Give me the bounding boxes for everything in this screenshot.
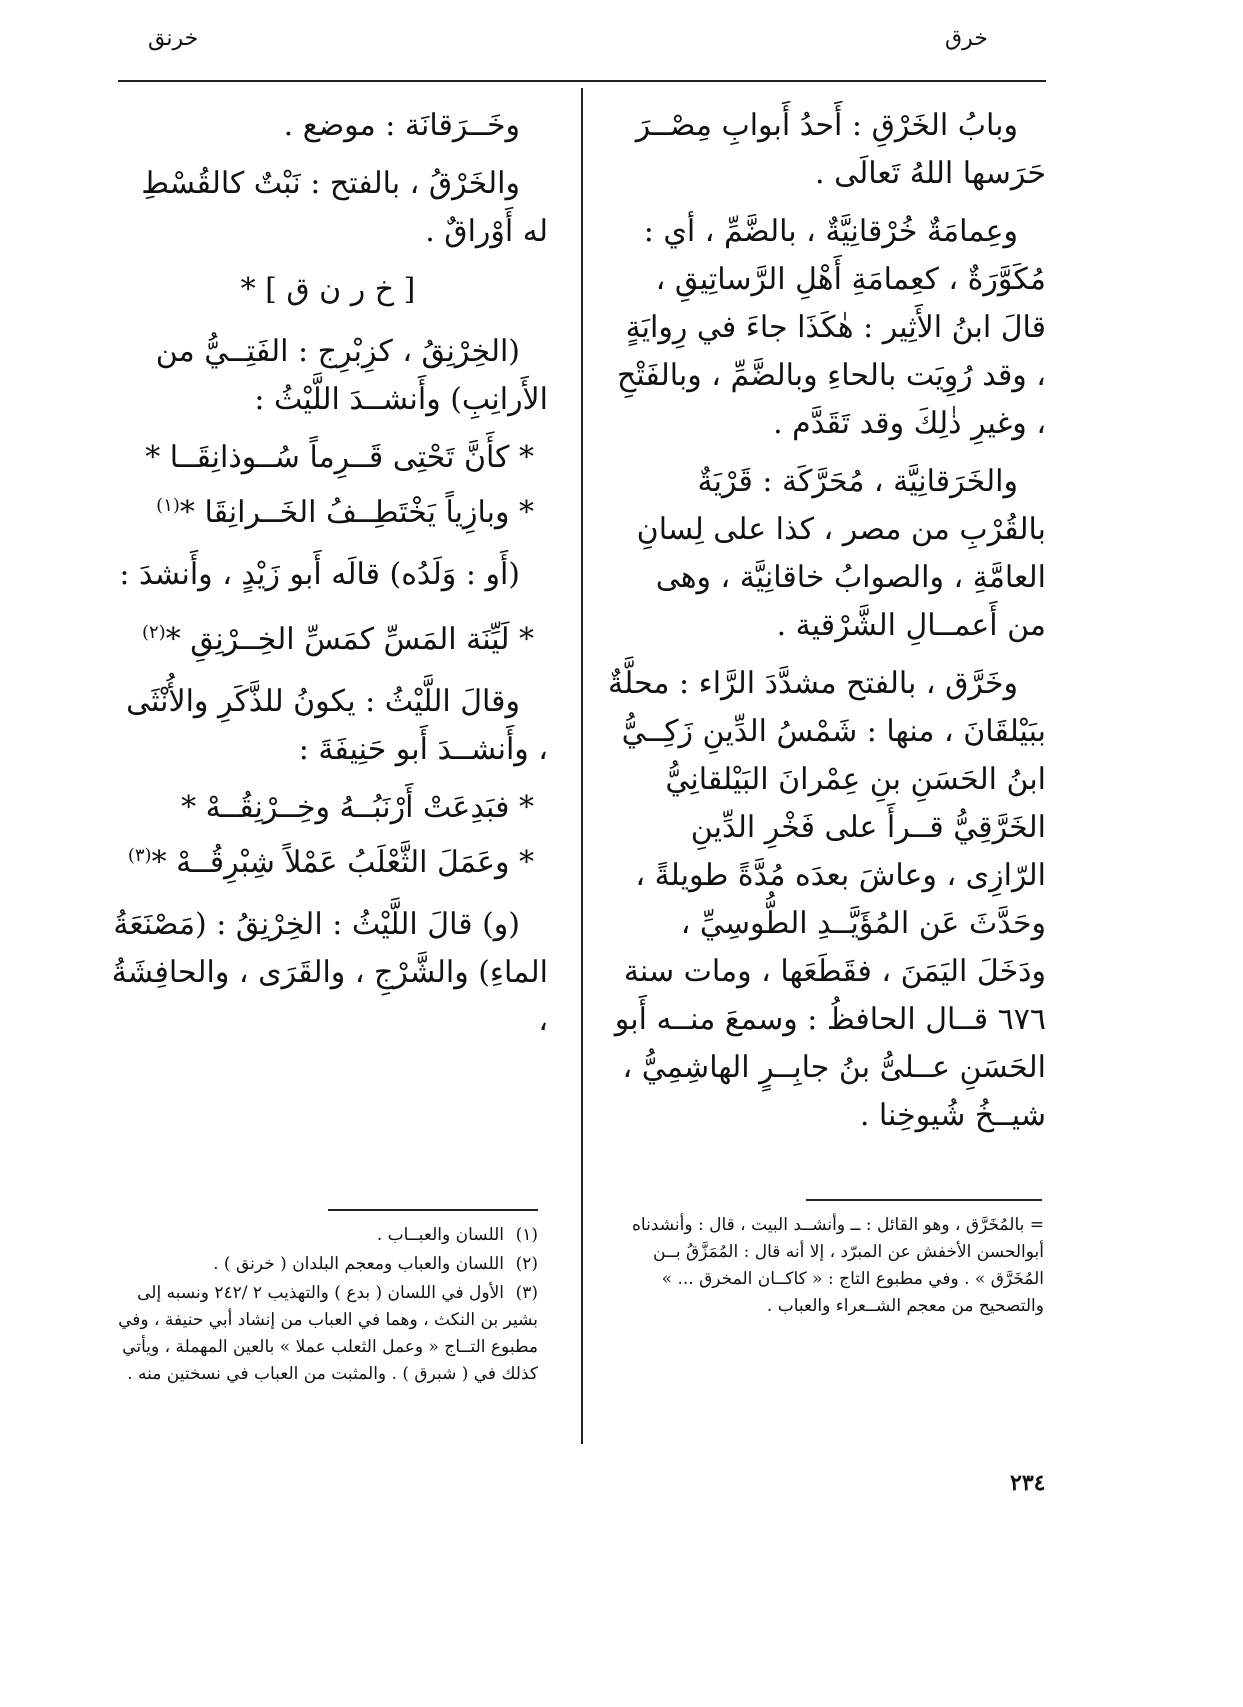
- paragraph: وبابُ الخَرْقِ : أَحدُ أَبوابِ مِصْــرَ حَرَسها اللهُ تَعالَى .: [635, 108, 1046, 191]
- footnote-continuation: = بالمُخَرَّق ، وهو القائل : ــ وأنشــد البيت ، قال : وأنشدناه أبوالحسن الأخفش عن المبرّد ، إلا أنه قال : المُمَزَّقُ بــن المُخَرَّق » . وفي مطبوع التاج : « كاكــان المخرق ... » والتصحيح من معجم الشــعراء والعباب .: [632, 1215, 1044, 1316]
- footnote-rule: [806, 1199, 1042, 1201]
- paragraph: وخَــرَقانَة : موضع .: [283, 108, 520, 143]
- footnote-text: اللسان والعباب ومعجم البلدان ( خرنق ) .: [213, 1254, 504, 1274]
- footnote-rule: [328, 1209, 538, 1211]
- footnote: [108, 1280, 538, 1388]
- footnotes-right: [608, 1212, 1044, 1320]
- paragraph: (و) قالَ اللَّيْثُ : الخِرْنِقُ : (مَصْنَعَةُ الماءِ) والشَّرْجِ ، والقَرَى ، والحافِشَةُ ،: [111, 907, 548, 1038]
- column-divider: [581, 88, 583, 1444]
- paragraph: وقالَ اللَّيْثُ : يكونُ للذَّكَرِ والأُنْثَى ، وأَنشــدَ أَبو حَنِيفَةَ :: [126, 684, 548, 767]
- footnote-number: (١): [515, 1225, 538, 1245]
- paragraph: والخَرَقانِيَّة ، مُحَرَّكَة : قَرْيَةٌ بالقُرْبِ من مصر ، كذا على لِسانِ العامَّةِ ، والصوابُ خاقانِيَّة ، وهى من أَعمــالِ الشَّرْقية .: [636, 464, 1046, 643]
- verse-line: [108, 482, 548, 537]
- header-rule: [118, 80, 1046, 82]
- paragraph: (الخِرْنِقُ ، كزِبْرِج : الفَتِــيُّ من الأَرانِبِ) وأَنشــدَ اللَّيْثُ :: [155, 334, 548, 417]
- right-column: [608, 102, 1046, 1150]
- running-header-left: خرنق: [148, 26, 199, 51]
- paragraph: (أَو : وَلَدُه) قالَه أَبو زَيْدٍ ، وأَنشدَ :: [119, 557, 520, 592]
- footnote: [108, 1251, 538, 1278]
- verse-line: [108, 609, 548, 664]
- paragraph: وخَرَّق ، بالفتح مشدَّدَ الرَّاء : محلَّةٌ ببَيْلقَانَ ، منها : شَمْسُ الدِّينِ زَكِــيُّ ابنُ الحَسَنِ بنِ عِمْرانَ البَيْلقانِيُّ الخَرَّقِيُّ قــرأَ على فَخْرِ الدِّينِ الرّازِى ، وعاشَ بعدَه مُدَّةً طويلةً ، وحَدَّثَ عَن المُؤَيَّــدِ الطُّوسِيِّ ، ودَخَلَ اليَمَنَ ، فقَطَعَها ، ومات سنة ٦٧٦ قــال الحافظُ : وسمعَ منــه أَبو الحَسَنِ عــلىُّ بنُ جابِــرٍ الهاشِمِيُّ ، شيــخُ شُيوخِنا .: [608, 666, 1046, 1133]
- footnote-text: الأول في اللسان ( بدع ) والتهذيب ٢ /٢٤٢ ونسبه إلى بشير بن النكث ، وهما في العباب من إنشاد أبي حنيفة ، وفي مطبوع التــاج « وعمل الثعلب عملا » بالعين المهملة ، ويأتي كذلك في ( شبرق ) . والمثبت من العباب في نسختين منه .: [118, 1283, 538, 1384]
- verse-text: * وعَمَلَ الثَّعْلَبُ عَمْلاً شِبْرِقُــهْ *: [151, 845, 534, 880]
- footnote-number: (٣): [515, 1283, 538, 1303]
- paragraph: والخَرْقُ ، بالفتح : نَبْتٌ كالقُسْطِ له أَوْراقٌ .: [141, 166, 548, 249]
- footnote-marker: (٣): [127, 845, 152, 866]
- footnote: [108, 1222, 538, 1249]
- verse-text: * لَيِّنَة المَسِّ كمَسِّ الخِــرْنِقِ *: [165, 622, 534, 657]
- footnote-number: (٢): [515, 1254, 538, 1274]
- verse-line: * فبَدِعَتْ أَرْنَبُــهُ وخِــرْنِقُــهْ *: [181, 790, 534, 825]
- verse-line: * كأَنَّ تَحْتِى قَــرِماً سُــوذانِقَــا *: [145, 440, 534, 475]
- verse-text: * وبازِياً يَخْتَطِــفُ الخَــرانِقَا *: [179, 495, 534, 530]
- page-number: ٢٣٤: [1010, 1470, 1046, 1496]
- paragraph: وعِمامَةٌ خُرْقانِيَّةٌ ، بالضَّمِّ ، أي : مُكَوَّرَةٌ ، كعِمامَةِ أَهْلِ الرَّساتِيقِ ، قالَ ابنُ الأَثِير : هٰكَذَا جاءَ في رِوايَةٍ ، وقد رُوِيَت بالحاءِ وبالضَّمِّ ، وبالفَتْحِ ، وغيرِ ذٰلِكَ وقد تَقَدَّم .: [617, 214, 1046, 441]
- verse-line: [108, 832, 548, 887]
- footnotes-left: [108, 1222, 538, 1390]
- entry-heading: [ خ ر ن ق ] *: [240, 272, 416, 307]
- footnote-text: اللسان والعبــاب .: [376, 1225, 504, 1245]
- footnote-marker: (١): [156, 495, 180, 516]
- footnote-marker: (٢): [141, 622, 166, 643]
- running-header-right: خرق: [945, 26, 988, 51]
- left-column: [108, 102, 548, 1055]
